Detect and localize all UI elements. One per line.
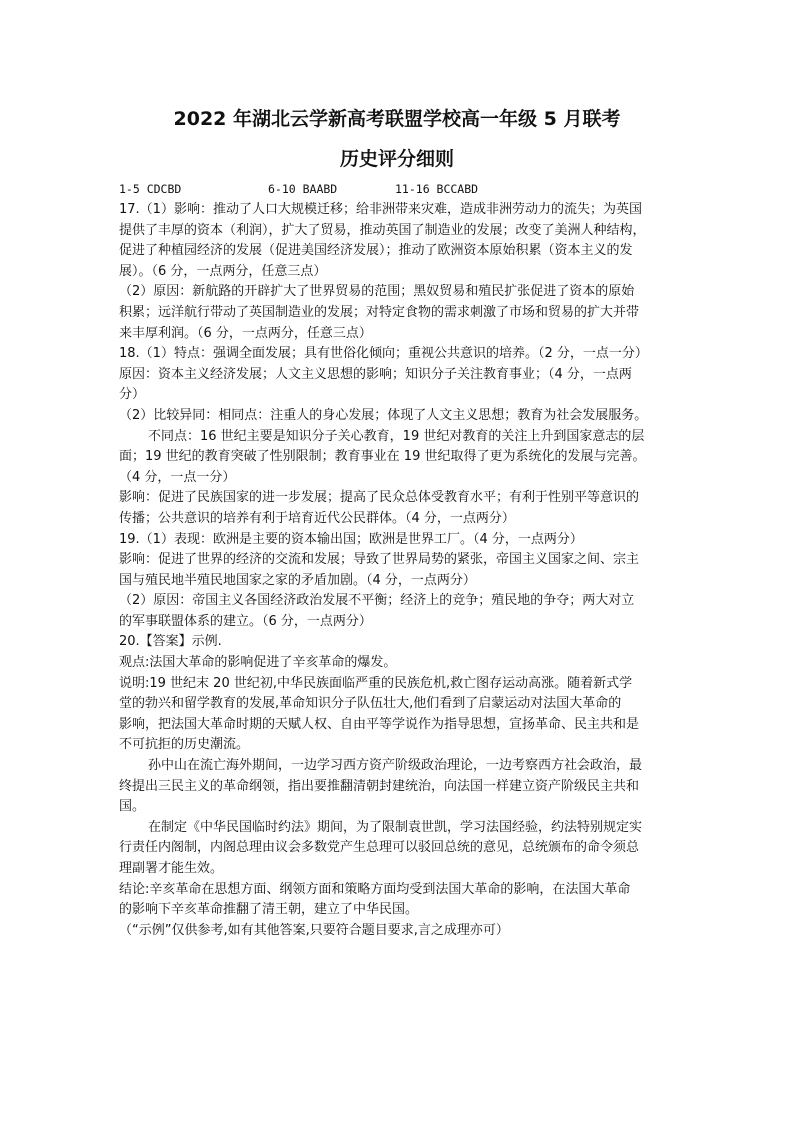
text-line: 说明:19 世纪末 20 世纪初,中华民族面临严重的民族危机,救亡图存运动高涨。随着新式学 (119, 675, 633, 691)
text-line: （2）原因：帝国主义各国经济政治发展不平衡；经济上的竞争；殖民地的争夺；两大对立 (119, 593, 635, 609)
text-line: 17.（1）影响：推动了人口大规模迁移；给非洲带来灾难，造成非洲劳动力的流失；为英国 (119, 202, 642, 217)
text-line: 行责任内阁制，内阁总理由议会多数党产生总理可以驳回总统的意见，总统颁布的命令须总 (119, 840, 640, 856)
answer-group-1-5: 1-5 CDCBD (119, 182, 182, 196)
text-line: 结论:辛亥革命在思想方面、纲领方面和策略方面均受到法国大革命的影响，在法国大革命 (119, 881, 631, 897)
text-line: 促进了种植园经济的发展（促进美国经济发展）；推动了欧洲资本原始积累（资本主义的发 (119, 243, 633, 259)
text-line: 影响：促进了民族国家的进一步发展；提高了民众总体受教育水平；有利于性别平等意识的 (119, 490, 640, 506)
document-subtitle: 历史评分细则 (339, 148, 454, 170)
text-line: 展）。（6 分，一点两分，任意三点） (119, 263, 327, 279)
text-line: 20.【答案】示例. (119, 634, 222, 650)
text-line: 积累；远洋航行带动了英国制造业的发展；对特定食物的需求刺激了市场和贸易的扩大并带 (119, 304, 640, 320)
text-line: 孙中山在流亡海外期间，一边学习西方资产阶级政治理论，一边考察西方社会政治，最 (148, 758, 643, 774)
text-line: 理副署才能生效。 (119, 861, 224, 876)
text-line: 堂的勃兴和留学教育的发展,革命知识分子队伍壮大,他们看到了启蒙运动对法国大革命的 (119, 696, 622, 712)
text-line: 国。 (119, 799, 146, 815)
text-line: 在制定《中华民国临时约法》期间，为了限制袁世凯，学习法国经验，约法特别规定实 (148, 819, 643, 835)
text-line: （4 分，一点一分） (119, 469, 236, 485)
text-line: 影响，把法国大革命时期的天赋人权、自由平等学说作为指导思想，宣扬革命、民主共和是 (119, 716, 640, 732)
text-line: 国与殖民地半殖民地国家之家的矛盾加剧。（4 分，一点两分） (119, 572, 476, 588)
text-line: 观点:法国大革命的影响促进了辛亥革命的爆发。 (119, 655, 397, 671)
text-line: 的军事联盟体系的建立。（6 分，一点两分） (119, 613, 372, 629)
document-title: 2022 年湖北云学新高考联盟学校高一年级 5 月联考 (173, 108, 621, 130)
text-line: 来丰厚利润。（6 分，一点两分，任意三点） (119, 325, 372, 341)
scoring-details (119, 200, 691, 941)
text-line: 面；19 世纪的教育突破了性别限制；教育事业在 19 世纪取得了更为系统化的发展与完善。 (119, 449, 646, 465)
text-line: 18.（1）特点：强调全面发展；具有世俗化倾向；重视公共意识的培养。（2 分，一点一分） (119, 346, 648, 362)
text-line: 不同点：16 世纪主要是知识分子关心教育，19 世纪对教育的关注上升到国家意志的层 (148, 428, 645, 444)
text-line: 分） (119, 387, 146, 403)
text-line: 的影响下辛亥革命推翻了清王朝，建立了中华民国。 (119, 902, 419, 918)
text-line: 不可抗拒的历史潮流。 (119, 737, 250, 753)
text-line: （“示例”仅供参考,如有其他答案,只要符合题目要求,言之成理亦可） (119, 922, 509, 938)
text-line: 终提出三民主义的革命纲领，指出要推翻清朝封建统治，向法国一样建立资产阶级民主共和 (119, 778, 640, 794)
answer-group-6-10: 6-10 BAABD (268, 182, 338, 196)
text-line: 19.（1）表现：欧洲是主要的资本输出国；欧洲是世界工厂。（4 分，一点两分） (119, 531, 583, 547)
text-line: 原因：资本主义经济发展；人文主义思想的影响；知识分子关注教育事业；（4 分，一点两 (119, 366, 632, 382)
text-line: 提供了丰厚的资本（利润），扩大了贸易，推动英国了制造业的发展；改变了美洲人种结构， (119, 222, 646, 238)
text-line: （2）原因：新航路的开辟扩大了世界贸易的范围；黑奴贸易和殖民扩张促进了资本的原始 (119, 284, 635, 300)
text-line: 影响：促进了世界的经济的交流和发展；导致了世界局势的紧张，帝国主义国家之间、宗主 (119, 552, 640, 568)
answer-group-11-16: 11-16 BCCABD (395, 182, 479, 196)
text-line: 传播；公共意识的培养有利于培育近代公民群体。（4 分，一点两分） (119, 510, 515, 526)
text-line: （2）比较异同：相同点：注重人的身心发展；体现了人文主义思想；教育为社会发展服务。 (119, 407, 648, 423)
